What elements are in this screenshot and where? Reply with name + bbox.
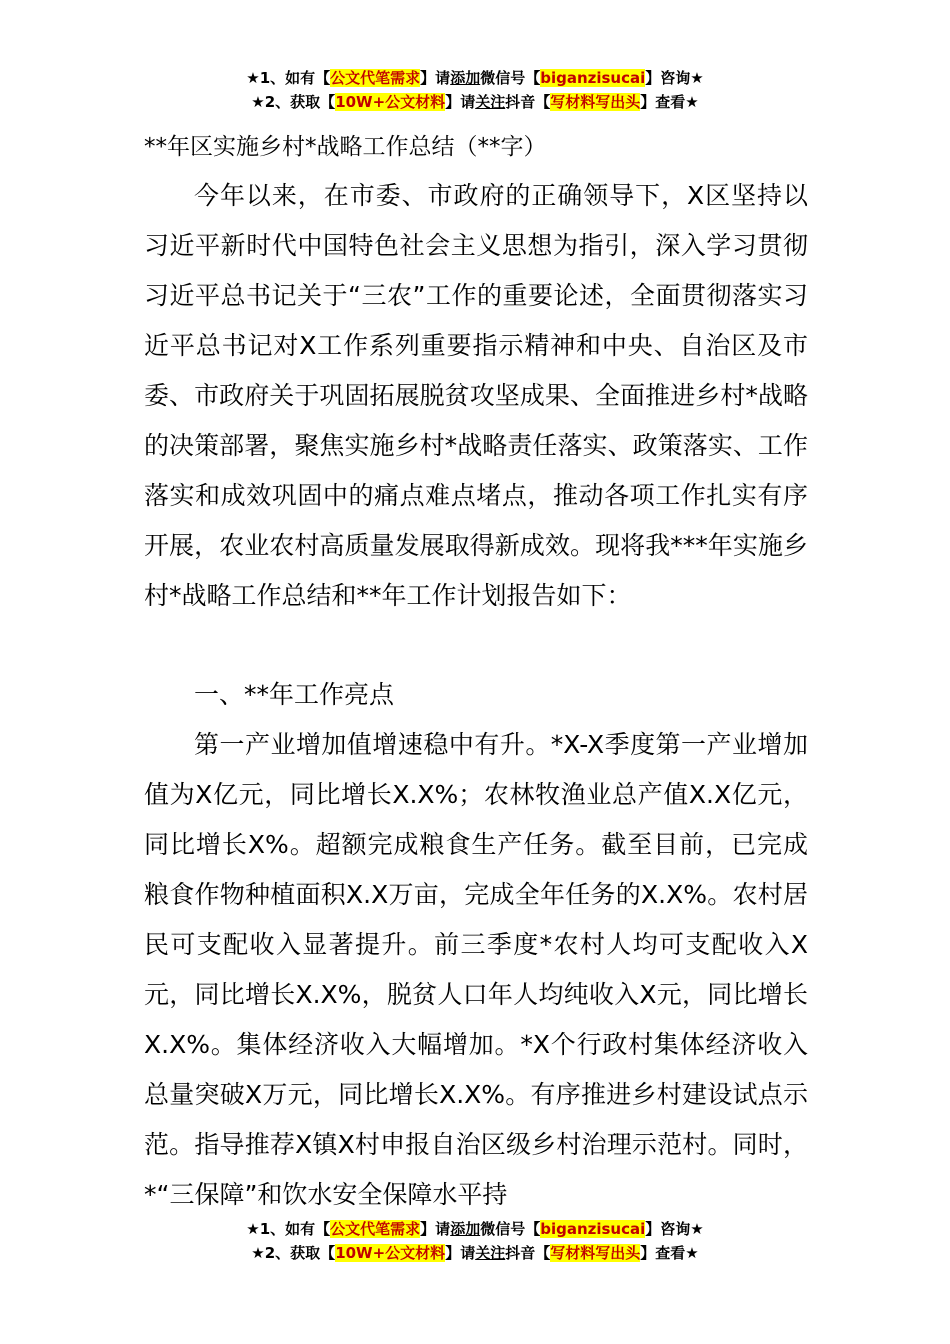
promo-text: 】请: [420, 69, 451, 87]
promo-text: ★2、获取【: [251, 93, 336, 111]
promo-highlight: 写材料写出头: [550, 93, 641, 111]
promo-highlight: biganzisucai: [540, 1220, 646, 1238]
promo-highlight: 公文代笔需求: [330, 1220, 421, 1238]
promo-highlight: 写材料写出头: [550, 1244, 641, 1262]
promo-text: ★2、获取【: [251, 1244, 336, 1262]
promo-text: 】请: [445, 1244, 476, 1262]
promo-line-2: [0, 90, 950, 114]
promo-text: 】咨询★: [645, 69, 704, 87]
promo-line-2: [0, 1241, 950, 1265]
promo-text: 】查看★: [640, 1244, 699, 1262]
promo-text: 】请: [445, 93, 476, 111]
promo-banner-top: [0, 66, 950, 114]
section-heading: 一、**年工作亮点: [194, 680, 395, 709]
promo-text: 】咨询★: [645, 1220, 704, 1238]
promo-highlight: 10W+公文材料: [335, 93, 446, 111]
promo-underline: 关注: [475, 93, 506, 111]
promo-text: 微信号【: [480, 69, 541, 87]
promo-text: 微信号【: [480, 1220, 541, 1238]
promo-line-1: [0, 1217, 950, 1241]
promo-text: 抖音【: [505, 1244, 551, 1262]
promo-text: 抖音【: [505, 93, 551, 111]
promo-line-1: [0, 66, 950, 90]
promo-highlight: biganzisucai: [540, 69, 646, 87]
promo-text: 】请: [420, 1220, 451, 1238]
promo-underline: 添加: [450, 69, 481, 87]
promo-highlight: 公文代笔需求: [330, 69, 421, 87]
highlights-paragraph: 第一产业增加值增速稳中有升。*X-X季度第一产业增加值为X亿元，同比增长X.X%；农林牧渔业总产值X.X亿元，同比增长X%。超额完成粮食生产任务。截至目前，已完成粮食作物种植面积X.X万亩，完成全年任务的X.X%。农村居民可支配收入显著提升。前三季度*农村人均可支配收入X元，同比增长X.X%，脱贫人口年人均纯收入X元，同比增长X.X%。集体经济收入大幅增加。*X个行政村集体经济收入总量突破X万元，同比增长X.X%。有序推进乡村建设试点示范。指导推荐X镇X村申报自治区级乡村治理示范村。同时，*“三保障”和饮水安全保障水平持: [144, 730, 808, 1209]
promo-underline: 关注: [475, 1244, 506, 1262]
promo-highlight: 10W+公文材料: [335, 1244, 446, 1262]
promo-text: 】查看★: [640, 93, 699, 111]
promo-underline: 添加: [450, 1220, 481, 1238]
document-title: **年区实施乡村*战略工作总结（**字）: [144, 134, 547, 160]
promo-text: ★1、如有【: [246, 1220, 331, 1238]
promo-banner-bottom: [0, 1217, 950, 1265]
promo-text: ★1、如有【: [246, 69, 331, 87]
intro-paragraph: 今年以来，在市委、市政府的正确领导下，X区坚持以习近平新时代中国特色社会主义思想为指引，深入学习贯彻习近平总书记关于“三农”工作的重要论述，全面贯彻落实习近平总书记对X工作系列重要指示精神和中央、自治区及市委、市政府关于巩固拓展脱贫攻坚成果、全面推进乡村*战略的决策部署，聚焦实施乡村*战略责任落实、政策落实、工作落实和成效巩固中的痛点难点堵点，推动各项工作扎实有序开展，农业农村高质量发展取得新成效。现将我***年实施乡村*战略工作总结和**年工作计划报告如下：: [144, 181, 808, 610]
